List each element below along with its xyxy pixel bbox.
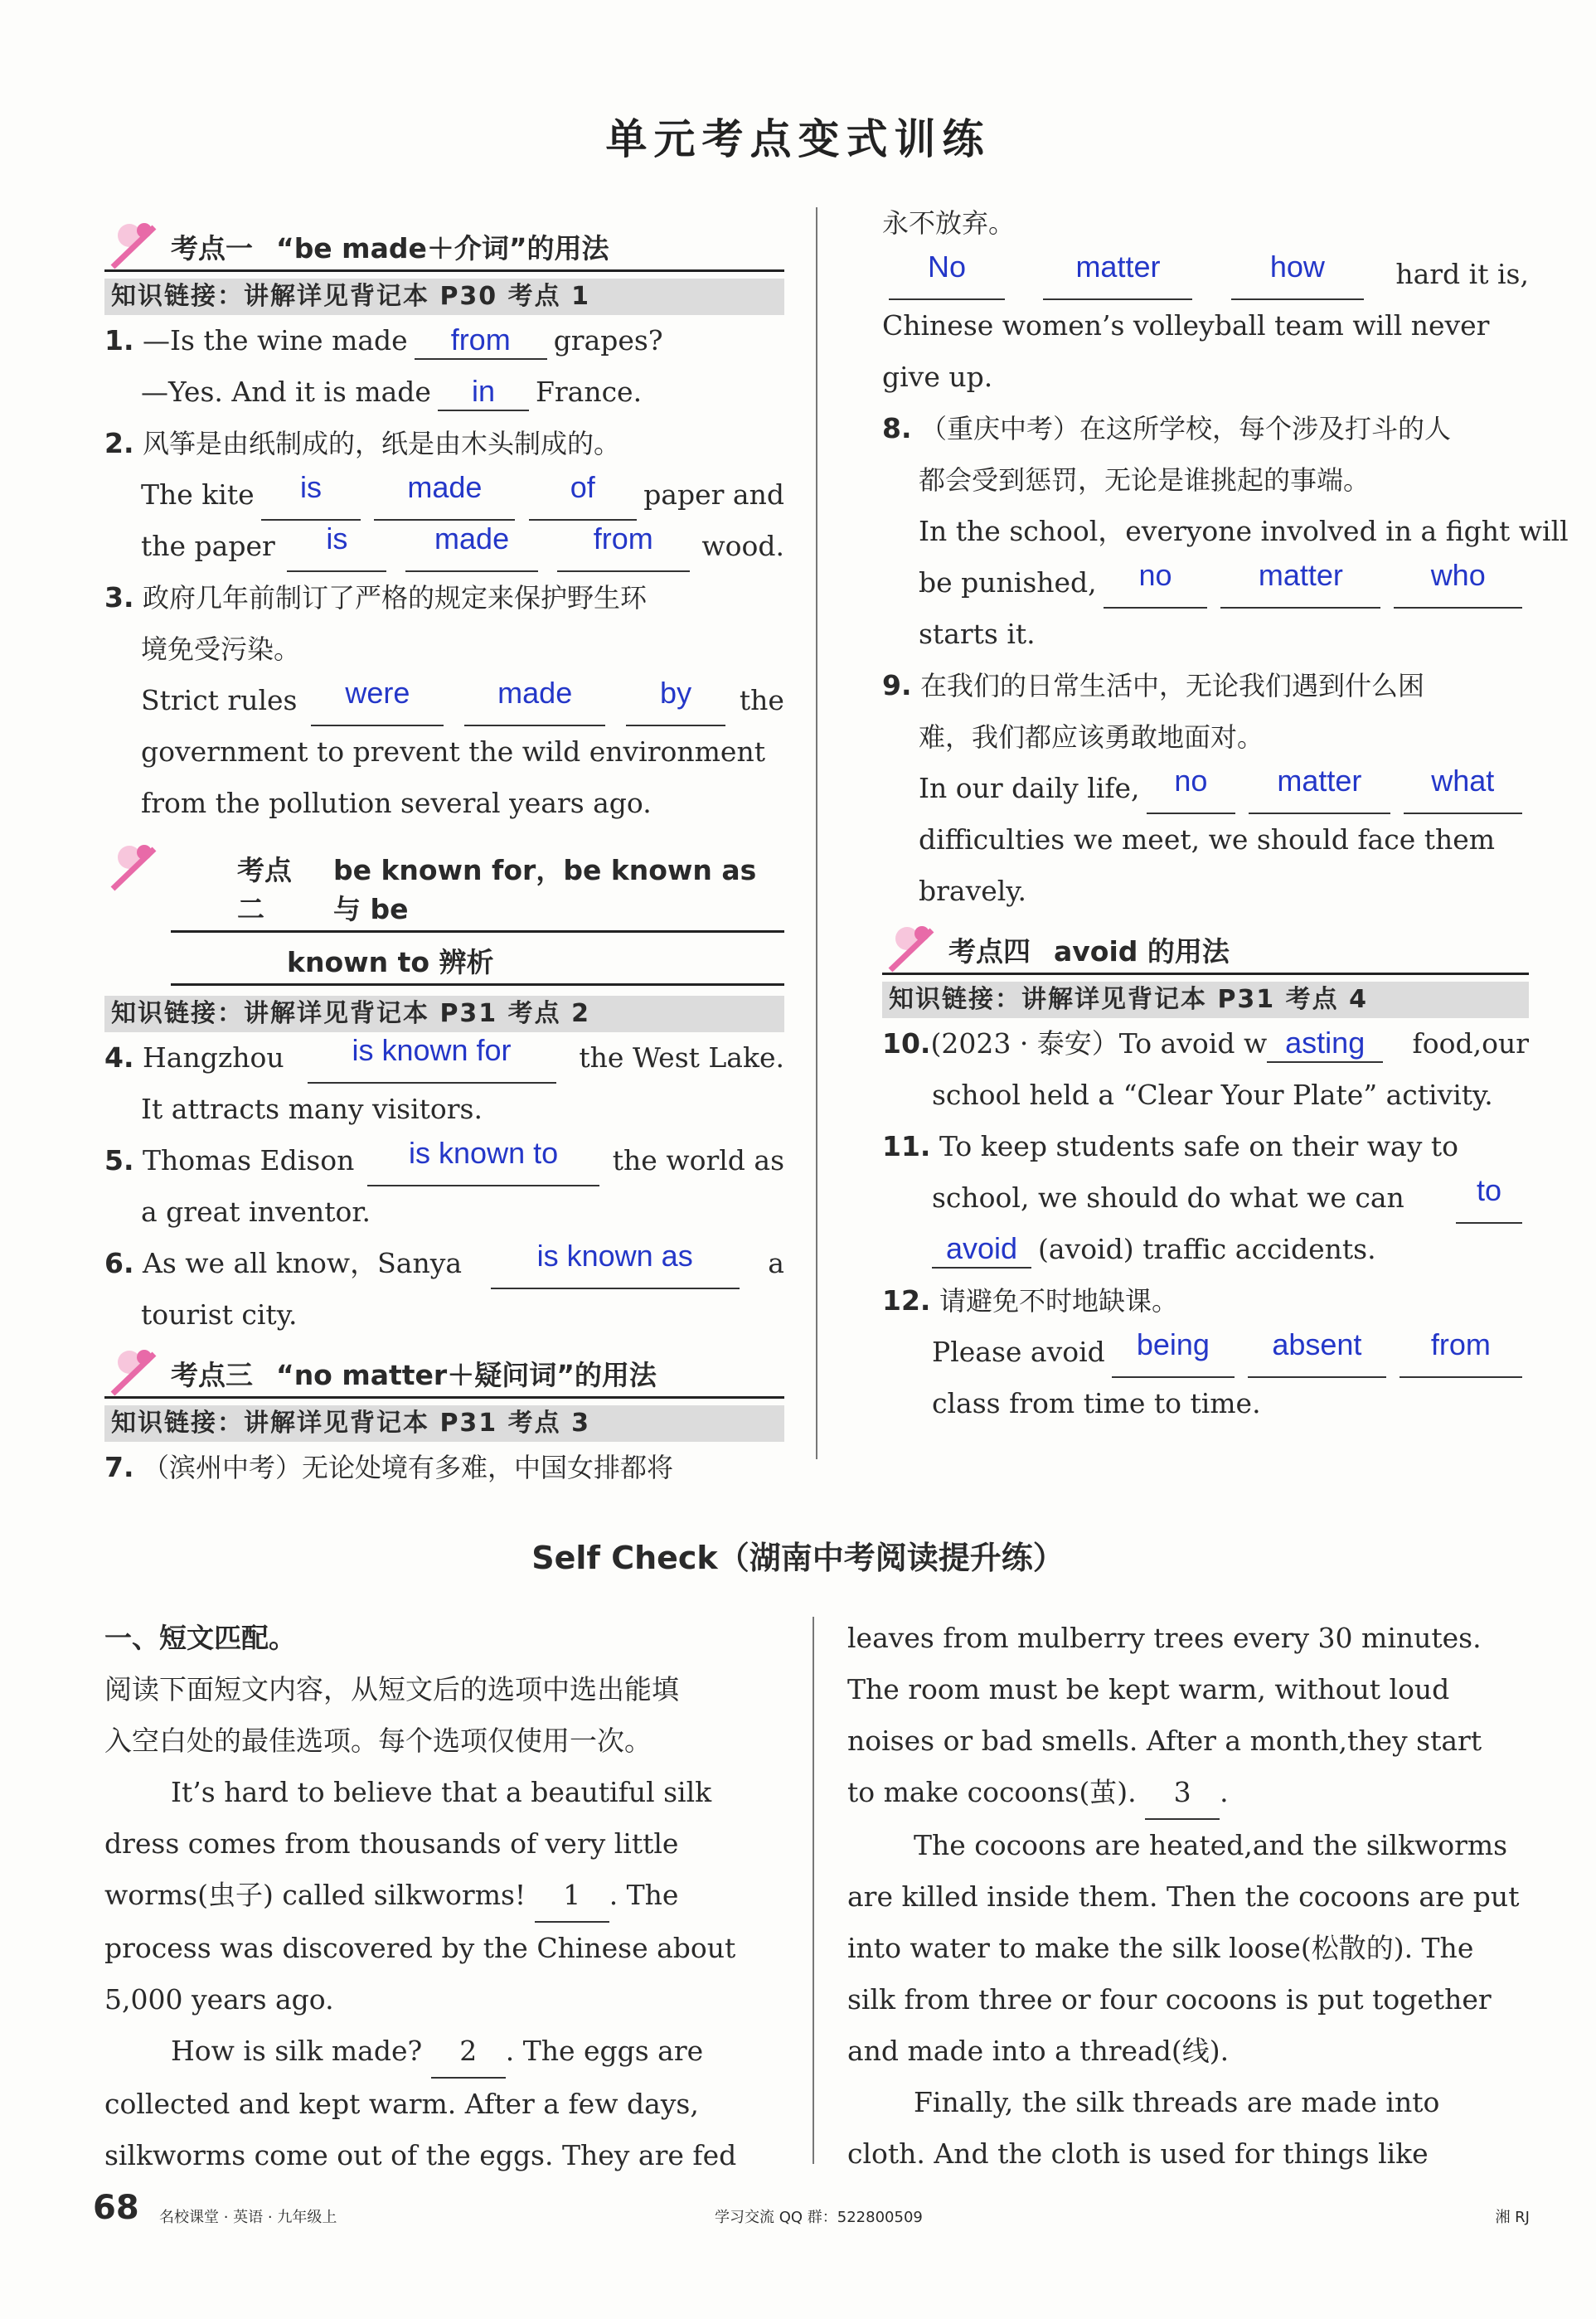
right-column [882,197,1569,1429]
q2-cn: 2. 风筝是由纸制成的，纸是由木头制成的。 [104,427,621,459]
topic-3-title: “no matter＋疑问词”的用法 [276,1359,657,1391]
topic-3-header [104,1346,784,1399]
q5-line-2: a great inventor. [141,1196,371,1228]
q12-line-1: Please avoid being absent from [882,1327,1529,1378]
reading-l8: silkworms come out of the eggs. They are fed [104,2139,737,2171]
page-footer [93,2189,1530,2239]
reading-l2: dress comes from thousands of very little [104,1827,679,1860]
reading-blank-3: 3 [1145,1767,1220,1820]
q9-cn-2: 难，我们都应该勇敢地面对。 [919,721,1264,753]
q8-cn-2: 都会受到惩罚，无论是谁挑起的事端。 [919,464,1370,496]
topic-1-link: 知识链接：讲解详见背记本 P30 考点 1 [104,279,784,315]
q7-cn-2: 永不放弃。 [882,207,1016,239]
qq-group: 学习交流 QQ 群：522800509 [715,2209,923,2226]
q9-line-2: difficulties we meet, we should face them [919,823,1496,856]
topic-1-label: 考点一 [171,232,253,264]
page-number: 68 [93,2189,139,2227]
reading-r8: silk from three or four cocoons is put together [847,1983,1492,2016]
q8-line-3: starts it. [919,618,1036,650]
q2-line-1: The kite is made of paper and [104,469,784,521]
q11-line-2: school, we should do what we can to [882,1172,1529,1224]
reading-r10: Finally, the silk threads are made into [914,2086,1440,2118]
q1-line-b: —Yes. And it is made in France. [104,366,784,418]
q8-cn-1: 8. （重庆中考）在这所学校，每个涉及打斗的人 [882,412,1452,444]
q6-answer: is known as [491,1238,740,1289]
topic-4-link: 知识链接：讲解详见背记本 P31 考点 4 [882,982,1529,1018]
q9-cn-1: 9. 在我们的日常生活中，无论我们遇到什么困 [882,669,1425,701]
reading-blank-2: 2 [431,2025,506,2079]
q11-line-3: avoid (avoid) traffic accidents. [882,1224,1529,1275]
self-check-title: Self Check（湖南中考阅读提升练） [531,1540,1065,1576]
q9-line-3: bravely. [919,875,1027,907]
topic-2-label: 考点二 [237,854,292,925]
q1-line-a: 1. —Is the wine made from grapes? [104,315,784,366]
q3-line-2: government to prevent the wild environment [141,735,765,768]
pen-badge-icon [882,922,947,973]
book-title: 名校课堂 · 英语 · 九年级上 [159,2209,337,2226]
column-divider [816,207,817,1459]
topic-4-title: avoid 的用法 [1054,935,1230,968]
reading-blank-1: 1 [535,1870,609,1923]
q12-cn: 12. 请避免不时地缺课。 [882,1284,1178,1317]
reading-r3: noises or bad smells. After a month,they start [847,1725,1482,1757]
reading-l6: How is silk made? 2 . The eggs are [104,2025,784,2079]
q3-line-1: Strict rules were made by the [104,675,784,726]
topic-1-title: “be made＋介词”的用法 [276,232,609,264]
q3-line-3: from the pollution several years ago. [141,787,652,819]
reading-r5: The cocoons are heated,and the silkworms [914,1829,1508,1861]
topic-3-link: 知识链接：讲解详见背记本 P31 考点 3 [104,1405,784,1442]
reading-l7: collected and kept warm. After a few days, [104,2088,699,2120]
reading-right-column [847,1613,1527,2180]
topic-1-header [104,219,784,272]
q6-line-1: 6. As we all know，Sanya is known as a [104,1238,784,1289]
reading-r1: leaves from mulberry trees every 30 minutes. [847,1622,1482,1654]
q8-line-2: be punished, no matter who [882,557,1529,609]
q10-line-2: school held a “Clear Your Plate” activity. [932,1079,1493,1111]
q10-line-1: 10.(2023 · 泰安）To avoid w asting food,our [882,1018,1529,1070]
q4-line-2: It attracts many visitors. [141,1093,483,1125]
q7-cn-1: 7. （滨州中考）无论处境有多难，中国女排都将 [104,1451,674,1483]
reading-r4: to make cocoons(茧). 3 . [847,1767,1527,1820]
reading-instr-1: 阅读下面短文内容，从短文后的选项中选出能填 [104,1673,679,1705]
reading-heading: 一、短文匹配。 [104,1622,296,1654]
reading-l5: 5,000 years ago. [104,1983,334,2016]
q7-line-3: give up. [882,361,993,393]
q10-answer: asting [1267,1025,1383,1063]
q7-line-2: Chinese women’s volleyball team will never [882,309,1490,342]
q5-line-1: 5. Thomas Edison is known to the world as [104,1135,784,1186]
topic-3-label: 考点三 [171,1359,253,1391]
reading-r9: and made into a thread(线). [847,2035,1230,2067]
topic-2-header [104,834,784,989]
q1-answer-b: in [438,373,529,411]
q4-answer: is known for [308,1032,556,1084]
pen-badge-icon [104,1346,169,1397]
reading-divider [813,1617,814,2164]
reading-l3: worms(虫子) called silkworms! 1 . The [104,1870,784,1923]
q9-line-1: In our daily life, no matter what [882,763,1529,814]
topic-4-label: 考点四 [948,935,1031,968]
q5-answer: is known to [367,1135,599,1186]
topic-2-title-2: known to 辨析 [171,933,784,986]
reading-r7: into water to make the silk loose(松散的). The [847,1932,1474,1964]
reading-l4: process was discovered by the Chinese about [104,1932,736,1964]
reading-r2: The room must be kept warm, without loud [847,1673,1450,1705]
q1-answer-a: from [415,322,547,360]
pen-badge-icon [104,219,169,270]
q8-line-1: In the school，everyone involved in a fight will [919,515,1569,547]
q6-line-2: tourist city. [141,1298,298,1331]
pen-badge-icon [104,841,169,892]
edition-label: 湘 RJ [1495,2209,1530,2226]
reading-instr-2: 入空白处的最佳选项。每个选项仅使用一次。 [104,1725,652,1757]
reading-r11: cloth. And the cloth is used for things like [847,2137,1429,2170]
q11-line-1: 11. To keep students safe on their way to [882,1130,1458,1162]
q3-cn-2: 境免受污染。 [141,633,301,665]
reading-left-column [104,1613,784,2181]
topic-2-link: 知识链接：讲解详见背记本 P31 考点 2 [104,996,784,1032]
q3-cn-1: 3. 政府几年前制订了严格的规定来保护野生环 [104,581,648,614]
left-column [104,214,784,1493]
reading-l1: It’s hard to believe that a beautiful silk [171,1776,712,1808]
q2-line-2: the paper is made from wood. [104,521,784,572]
topic-2-title-1: be known for，be known as 与 be [332,854,757,925]
reading-r6: are killed inside them. Then the cocoons are put [847,1880,1520,1913]
q12-line-2: class from time to time. [932,1387,1261,1419]
q7-line-1: No matter how hard it is, [882,249,1529,300]
page-title: 单元考点变式训练 [605,115,991,163]
q4-line-1: 4. Hangzhou is known for the West Lake. [104,1032,784,1084]
topic-4-header [882,922,1529,975]
